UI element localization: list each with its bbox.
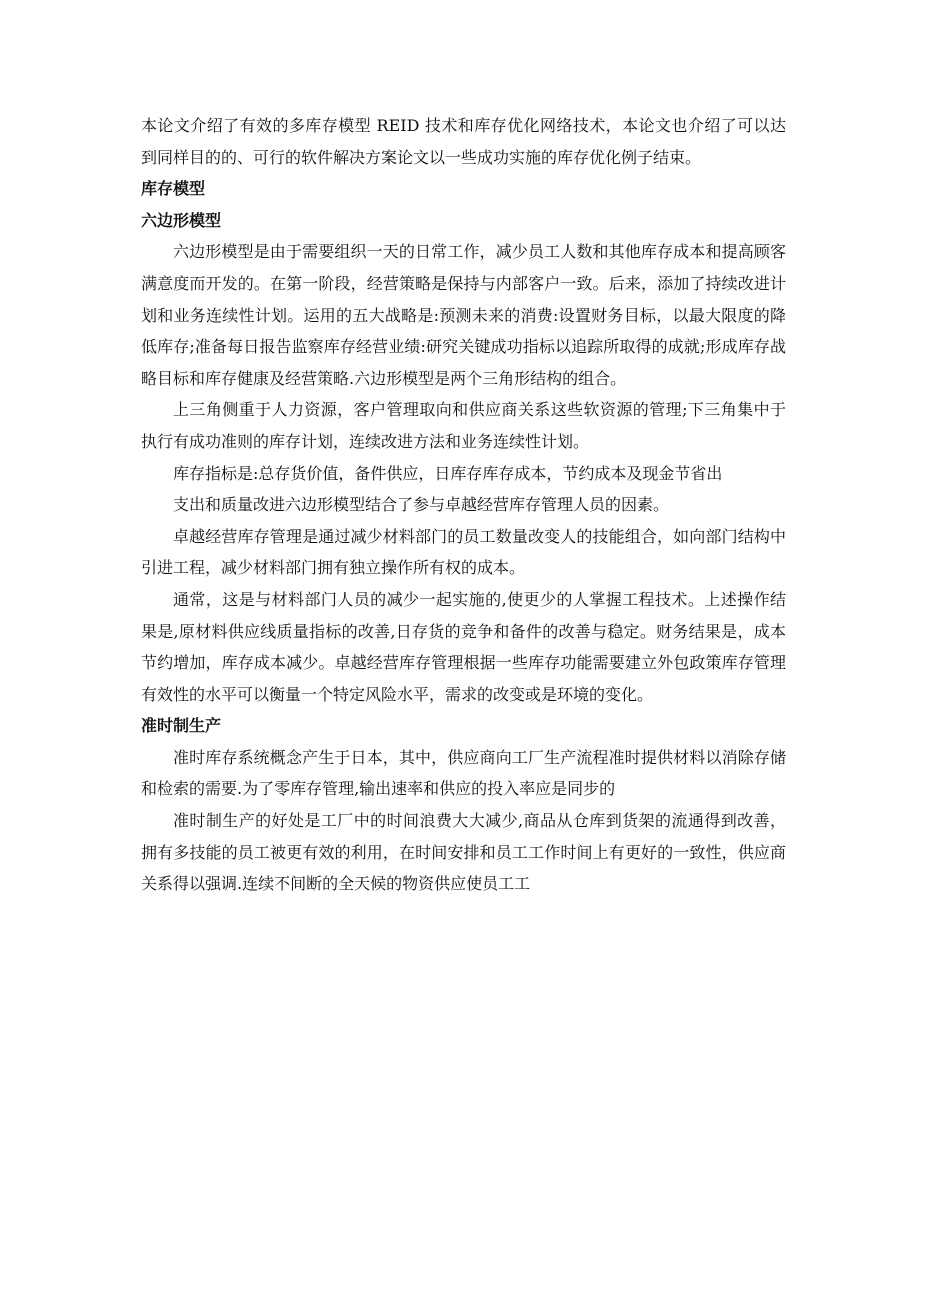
paragraph-triangles: 上三角侧重于人力资源，客户管理取向和供应商关系这些软资源的管理;下三角集中于执行有成功准则的库存计划，连续改进方法和业务连续性计划。	[141, 400, 786, 451]
paragraph-inventory-indicators: 库存指标是:总存货价值，备件供应，日库存库存成本，节约成本及现金节省出	[173, 463, 723, 483]
paragraph-results: 通常，这是与材料部门人员的减少一起实施的,使更少的人掌握工程技术。上述操作结果是,原材料供应线质量指标的改善,日存货的竞争和备件的改善与稳定。财务结果是，成本节约增加，库存成本减少。卓越经营库存管理根据一些库存功能需要建立外包政策库存管理有效性的水平可以衡量一个特定风险水平，需求的改变或是环境的变化。	[141, 589, 786, 704]
paragraph-jit-concept: 准时库存系统概念产生于日本，其中，供应商向工厂生产流程准时提供材料以消除存储和检索的需要.为了零库存管理,输出速率和供应的投入率应是同步的	[141, 747, 786, 799]
subsection-heading-jit: 准时制生产	[141, 716, 222, 736]
paragraph-expenditure-quality: 支出和质量改进六边形模型结合了参与卓越经营库存管理人员的因素。	[173, 495, 670, 515]
subsection-heading-hexagon-model: 六边形模型	[141, 210, 222, 230]
section-heading-inventory-model: 库存模型	[141, 179, 206, 199]
paragraph-operational-excellence: 卓越经营库存管理是通过减少材料部门的员工数量改变人的技能组合，如向部门结构中引进工程，减少材料部门拥有独立操作所有权的成本。	[141, 526, 786, 578]
paragraph-hexagon-model: 六边形模型是由于需要组织一天的日常工作，减少员工人数和其他库存成本和提高顾客满意度而开发的。在第一阶段，经营策略是保持与内部客户一致。后来，添加了持续改进计划和业务连续性计划。运用的五大战略是:预测未来的消费:设置财务目标，以最大限度的降低库存;准备每日报告监察库存经营业绩:研究关键成功指标以追踪所取得的成就;形成库存战略目标和库存健康及经营策略.六边形模型是两个三角形结构的组合。	[141, 242, 786, 388]
paragraph-jit-benefits: 准时制生产的好处是工厂中的时间浪费大大减少,商品从仓库到货架的流通得到改善，拥有多技能的员工被更有效的利用，在时间安排和员工工作时间上有更好的一致性，供应商关系得以强调.连续不间断的全天候的物资供应使员工工	[141, 811, 786, 894]
intro-paragraph: 本论文介绍了有效的多库存模型 REID 技术和库存优化网络技术，本论文也介绍了可以达到同样目的的、可行的软件解决方案论文以一些成功实施的库存优化例子结束。	[141, 116, 786, 167]
document-body	[141, 110, 786, 900]
